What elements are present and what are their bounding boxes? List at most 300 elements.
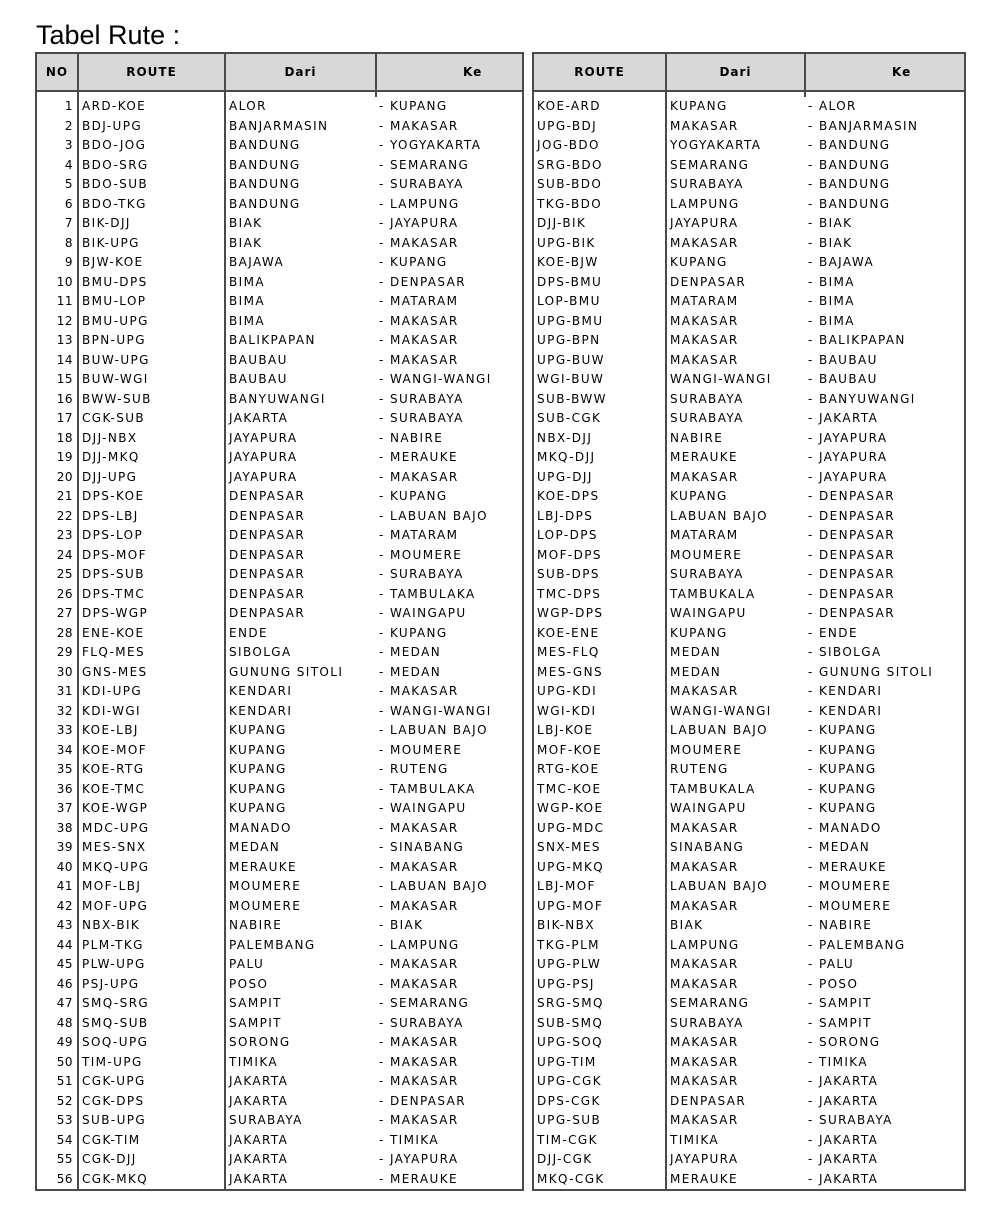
header-ke: Ke (376, 53, 523, 91)
route-cell: BJW-KOE (78, 253, 225, 273)
ke-cell: - MAKASAR (376, 468, 523, 488)
dari-cell: MAKASAR (666, 1111, 805, 1131)
no-cell: 31 (36, 682, 78, 702)
no-cell: 21 (36, 487, 78, 507)
no-cell: 12 (36, 312, 78, 332)
ke-cell: - ENDE (805, 624, 965, 644)
route-cell: KOE-BJW (533, 253, 666, 273)
ke-cell: - TIMIKA (376, 1131, 523, 1151)
ke-cell: - SORONG (805, 1033, 965, 1053)
table-row (533, 331, 965, 351)
ke-cell: - DENPASAR (805, 604, 965, 624)
no-cell: 44 (36, 936, 78, 956)
dari-cell: MANADO (225, 819, 376, 839)
table-row (533, 1014, 965, 1034)
route-cell: CGK-DJJ (78, 1150, 225, 1170)
ke-cell: - LABUAN BAJO (376, 721, 523, 741)
route-cell: UPG-MOF (533, 897, 666, 917)
table-row (533, 877, 965, 897)
table-row (533, 234, 965, 254)
no-cell: 23 (36, 526, 78, 546)
dari-cell: SURABAYA (666, 390, 805, 410)
no-cell: 40 (36, 858, 78, 878)
route-cell: DJJ-BIK (533, 214, 666, 234)
route-cell: MKQ-DJJ (533, 448, 666, 468)
table-row (36, 292, 523, 312)
table-row (533, 487, 965, 507)
route-cell: BDO-SUB (78, 175, 225, 195)
table-row (533, 897, 965, 917)
table-row (36, 273, 523, 293)
route-cell: MES-SNX (78, 838, 225, 858)
table-row (533, 838, 965, 858)
route-cell: KOE-TMC (78, 780, 225, 800)
ke-cell: - BIMA (805, 312, 965, 332)
dari-cell: MAKASAR (666, 897, 805, 917)
table-row (36, 429, 523, 449)
table-row (533, 1072, 965, 1092)
ke-cell: - MANADO (805, 819, 965, 839)
no-cell: 24 (36, 546, 78, 566)
table-row (533, 1092, 965, 1112)
table-row (36, 936, 523, 956)
table-row (36, 351, 523, 371)
route-cell: ENE-KOE (78, 624, 225, 644)
table-row (36, 565, 523, 585)
ke-cell: - KUPANG (805, 799, 965, 819)
dari-cell: MAKASAR (666, 1053, 805, 1073)
route-cell: SOQ-UPG (78, 1033, 225, 1053)
dari-cell: JAKARTA (225, 1170, 376, 1191)
ke-cell: - MAKASAR (376, 897, 523, 917)
route-cell: MKQ-UPG (78, 858, 225, 878)
no-cell: 46 (36, 975, 78, 995)
table-row (36, 487, 523, 507)
no-cell: 53 (36, 1111, 78, 1131)
ke-cell: - GUNUNG SITOLI (805, 663, 965, 683)
ke-cell: - SEMARANG (376, 994, 523, 1014)
table-row (36, 312, 523, 332)
route-cell: BDO-TKG (78, 195, 225, 215)
route-cell: DPS-LBJ (78, 507, 225, 527)
table-row (533, 409, 965, 429)
table-row (36, 819, 523, 839)
dari-cell: BAJAWA (225, 253, 376, 273)
no-cell: 25 (36, 565, 78, 585)
route-cell: UPG-PLW (533, 955, 666, 975)
dari-cell: POSO (225, 975, 376, 995)
dari-cell: BIMA (225, 273, 376, 293)
no-cell: 39 (36, 838, 78, 858)
dari-cell: MAKASAR (666, 468, 805, 488)
table-row (36, 1053, 523, 1073)
ke-cell: - LABUAN BAJO (376, 507, 523, 527)
dari-cell: SINABANG (666, 838, 805, 858)
ke-cell: - BANDUNG (805, 156, 965, 176)
ke-cell: - MAKASAR (376, 331, 523, 351)
dari-cell: ENDE (225, 624, 376, 644)
no-cell: 56 (36, 1170, 78, 1191)
ke-cell: - KUPANG (805, 721, 965, 741)
table-row (36, 370, 523, 390)
table-row (36, 1014, 523, 1034)
dari-cell: BANDUNG (225, 175, 376, 195)
route-table-left-body (36, 91, 523, 1190)
table-row (36, 409, 523, 429)
no-cell: 19 (36, 448, 78, 468)
dari-cell: SEMARANG (666, 994, 805, 1014)
table-row (36, 390, 523, 410)
no-cell: 22 (36, 507, 78, 527)
table-row (36, 877, 523, 897)
ke-cell: - TAMBULAKA (376, 780, 523, 800)
ke-cell: - SURABAYA (376, 390, 523, 410)
dari-cell: DENPASAR (225, 526, 376, 546)
ke-cell: - JAKARTA (805, 1131, 965, 1151)
route-cell: BMU-LOP (78, 292, 225, 312)
no-cell: 4 (36, 156, 78, 176)
table-row (533, 975, 965, 995)
ke-cell: - MOUMERE (805, 877, 965, 897)
ke-cell: - MAKASAR (376, 975, 523, 995)
no-cell: 18 (36, 429, 78, 449)
header-dari: Dari (666, 53, 805, 91)
route-cell: CGK-MKQ (78, 1170, 225, 1191)
table-row (533, 565, 965, 585)
table-row (36, 897, 523, 917)
ke-cell: - PALU (805, 955, 965, 975)
route-cell: MES-GNS (533, 663, 666, 683)
route-cell: TMC-KOE (533, 780, 666, 800)
dari-cell: SURABAYA (225, 1111, 376, 1131)
no-cell: 6 (36, 195, 78, 215)
dari-cell: MATARAM (666, 292, 805, 312)
ke-cell: - DENPASAR (376, 273, 523, 293)
table-row (533, 195, 965, 215)
route-cell: CGK-SUB (78, 409, 225, 429)
dari-cell: SEMARANG (666, 156, 805, 176)
dari-cell: MAKASAR (666, 312, 805, 332)
route-cell: DJJ-UPG (78, 468, 225, 488)
dari-cell: LABUAN BAJO (666, 507, 805, 527)
ke-cell: - BAJAWA (805, 253, 965, 273)
dari-cell: WANGI-WANGI (666, 370, 805, 390)
ke-cell: - MAKASAR (376, 819, 523, 839)
dari-cell: BIAK (666, 916, 805, 936)
table-row (533, 955, 965, 975)
route-cell: KOE-ARD (533, 97, 666, 117)
table-row (36, 253, 523, 273)
ke-cell: - DENPASAR (376, 1092, 523, 1112)
ke-cell: - SURABAYA (805, 1111, 965, 1131)
route-cell: SUB-SMQ (533, 1014, 666, 1034)
ke-cell: - JAYAPURA (805, 448, 965, 468)
dari-cell: SAMPIT (225, 1014, 376, 1034)
dari-cell: DENPASAR (225, 546, 376, 566)
no-cell: 48 (36, 1014, 78, 1034)
dari-cell: TAMBUKALA (666, 780, 805, 800)
ke-cell: - KUPANG (376, 253, 523, 273)
dari-cell: MOUMERE (666, 741, 805, 761)
route-cell: SUB-CGK (533, 409, 666, 429)
dari-cell: JAKARTA (225, 1092, 376, 1112)
dari-cell: MAKASAR (666, 1033, 805, 1053)
table-row (533, 370, 965, 390)
route-cell: UPG-CGK (533, 1072, 666, 1092)
route-cell: DPS-LOP (78, 526, 225, 546)
table-row (36, 97, 523, 117)
route-cell: DPS-BMU (533, 273, 666, 293)
no-cell: 28 (36, 624, 78, 644)
route-cell: MDC-UPG (78, 819, 225, 839)
table-row (533, 663, 965, 683)
dari-cell: BANDUNG (225, 156, 376, 176)
route-cell: SUB-BWW (533, 390, 666, 410)
no-cell: 9 (36, 253, 78, 273)
ke-cell: - MEDAN (805, 838, 965, 858)
table-row (36, 1072, 523, 1092)
table-row (533, 936, 965, 956)
dari-cell: MAKASAR (666, 955, 805, 975)
route-cell: UPG-BDJ (533, 117, 666, 137)
table-row (36, 175, 523, 195)
table-row (533, 760, 965, 780)
route-cell: KOE-ENE (533, 624, 666, 644)
ke-cell: - MATARAM (376, 526, 523, 546)
route-cell: TMC-DPS (533, 585, 666, 605)
ke-cell: - PALEMBANG (805, 936, 965, 956)
ke-cell: - BANDUNG (805, 175, 965, 195)
dari-cell: NABIRE (225, 916, 376, 936)
table-row (533, 1111, 965, 1131)
table-row (533, 604, 965, 624)
ke-cell: - BIMA (805, 292, 965, 312)
route-cell: CGK-UPG (78, 1072, 225, 1092)
table-row (36, 604, 523, 624)
ke-cell: - WAINGAPU (376, 799, 523, 819)
table-row (36, 1150, 523, 1170)
no-cell: 35 (36, 760, 78, 780)
route-cell: SMQ-SUB (78, 1014, 225, 1034)
table-row (36, 117, 523, 137)
route-cell: SUB-DPS (533, 565, 666, 585)
route-cell: LBJ-MOF (533, 877, 666, 897)
route-cell: MOF-DPS (533, 546, 666, 566)
dari-cell: JAYAPURA (225, 468, 376, 488)
dari-cell: BANYUWANGI (225, 390, 376, 410)
table-row (533, 819, 965, 839)
table-row (533, 643, 965, 663)
table-row (36, 468, 523, 488)
route-cell: KOE-WGP (78, 799, 225, 819)
route-cell: FLQ-MES (78, 643, 225, 663)
ke-cell: - SIBOLGA (805, 643, 965, 663)
dari-cell: MAKASAR (666, 331, 805, 351)
no-cell: 32 (36, 702, 78, 722)
table-row (36, 195, 523, 215)
ke-cell: - MAKASAR (376, 351, 523, 371)
dari-cell: SIBOLGA (225, 643, 376, 663)
dari-cell: TIMIKA (666, 1131, 805, 1151)
table-row (533, 624, 965, 644)
route-cell: UPG-BIK (533, 234, 666, 254)
dari-cell: MEDAN (666, 663, 805, 683)
route-cell: TKG-BDO (533, 195, 666, 215)
dari-cell: MAKASAR (666, 858, 805, 878)
ke-cell: - MAKASAR (376, 1053, 523, 1073)
ke-cell: - MOUMERE (376, 546, 523, 566)
table-row (36, 663, 523, 683)
route-cell: UPG-TIM (533, 1053, 666, 1073)
ke-cell: - BANJARMASIN (805, 117, 965, 137)
no-cell: 1 (36, 97, 78, 117)
ke-cell: - KENDARI (805, 682, 965, 702)
ke-cell: - LABUAN BAJO (376, 877, 523, 897)
dari-cell: SURABAYA (666, 1014, 805, 1034)
dari-cell: BIMA (225, 292, 376, 312)
route-cell: LBJ-DPS (533, 507, 666, 527)
ke-cell: - KUPANG (805, 760, 965, 780)
dari-cell: SORONG (225, 1033, 376, 1053)
table-row (36, 1033, 523, 1053)
route-cell: WGP-KOE (533, 799, 666, 819)
table-row (533, 858, 965, 878)
table-row (533, 273, 965, 293)
ke-cell: - LAMPUNG (376, 936, 523, 956)
table-row (533, 136, 965, 156)
route-cell: SMQ-SRG (78, 994, 225, 1014)
dari-cell: PALU (225, 955, 376, 975)
route-cell: KDI-WGI (78, 702, 225, 722)
dari-cell: KUPANG (225, 780, 376, 800)
table-row (36, 760, 523, 780)
route-cell: BUW-UPG (78, 351, 225, 371)
table-row (36, 448, 523, 468)
ke-cell: - KUPANG (376, 97, 523, 117)
no-cell: 38 (36, 819, 78, 839)
dari-cell: JAYAPURA (666, 214, 805, 234)
dari-cell: MAKASAR (666, 1072, 805, 1092)
header-route: ROUTE (78, 53, 225, 91)
ke-cell: - BANYUWANGI (805, 390, 965, 410)
ke-cell: - POSO (805, 975, 965, 995)
ke-cell: - NABIRE (805, 916, 965, 936)
dari-cell: PALEMBANG (225, 936, 376, 956)
no-cell: 3 (36, 136, 78, 156)
route-cell: LOP-BMU (533, 292, 666, 312)
header-dari: Dari (225, 53, 376, 91)
route-cell: BIK-NBX (533, 916, 666, 936)
no-cell: 5 (36, 175, 78, 195)
dari-cell: BAUBAU (225, 370, 376, 390)
table-row (533, 507, 965, 527)
ke-cell: - JAYAPURA (376, 214, 523, 234)
route-cell: KOE-MOF (78, 741, 225, 761)
ke-cell: - SINABANG (376, 838, 523, 858)
route-cell: DPS-WGP (78, 604, 225, 624)
dari-cell: MOUMERE (225, 877, 376, 897)
table-row (533, 916, 965, 936)
table-row (36, 234, 523, 254)
no-cell: 13 (36, 331, 78, 351)
route-table-left (35, 52, 524, 1191)
dari-cell: DENPASAR (225, 604, 376, 624)
table-row (36, 916, 523, 936)
table-row (533, 292, 965, 312)
table-row (36, 799, 523, 819)
dari-cell: MERAUKE (666, 448, 805, 468)
dari-cell: MAKASAR (666, 682, 805, 702)
dari-cell: SURABAYA (666, 565, 805, 585)
no-cell: 14 (36, 351, 78, 371)
route-cell: TIM-CGK (533, 1131, 666, 1151)
no-cell: 55 (36, 1150, 78, 1170)
no-cell: 11 (36, 292, 78, 312)
route-cell: SRG-SMQ (533, 994, 666, 1014)
route-cell: DPS-SUB (78, 565, 225, 585)
route-cell: ARD-KOE (78, 97, 225, 117)
ke-cell: - MAKASAR (376, 955, 523, 975)
route-cell: UPG-SUB (533, 1111, 666, 1131)
table-row (36, 741, 523, 761)
ke-cell: - SURABAYA (376, 175, 523, 195)
ke-cell: - KUPANG (805, 780, 965, 800)
ke-cell: - MAKASAR (376, 1033, 523, 1053)
ke-cell: - RUTENG (376, 760, 523, 780)
route-cell: PLM-TKG (78, 936, 225, 956)
route-cell: LOP-DPS (533, 526, 666, 546)
table-row (36, 585, 523, 605)
table-row (36, 858, 523, 878)
no-cell: 52 (36, 1092, 78, 1112)
table-row (533, 799, 965, 819)
route-cell: WGI-BUW (533, 370, 666, 390)
route-cell: DJJ-CGK (533, 1150, 666, 1170)
header-ke: Ke (805, 53, 965, 91)
dari-cell: WAINGAPU (666, 604, 805, 624)
no-cell: 47 (36, 994, 78, 1014)
route-cell: BUW-WGI (78, 370, 225, 390)
ke-cell: - JAKARTA (805, 1092, 965, 1112)
table-row (533, 1131, 965, 1151)
ke-cell: - SURABAYA (376, 1014, 523, 1034)
route-cell: BPN-UPG (78, 331, 225, 351)
table-row (533, 721, 965, 741)
ke-cell: - WAINGAPU (376, 604, 523, 624)
ke-cell: - WANGI-WANGI (376, 702, 523, 722)
route-cell: UPG-MKQ (533, 858, 666, 878)
dari-cell: DENPASAR (225, 507, 376, 527)
route-cell: SUB-BDO (533, 175, 666, 195)
dari-cell: JAKARTA (225, 1150, 376, 1170)
table-row (533, 429, 965, 449)
route-cell: CGK-DPS (78, 1092, 225, 1112)
ke-cell: - BIMA (805, 273, 965, 293)
ke-cell: - MAKASAR (376, 858, 523, 878)
dari-cell: DENPASAR (225, 565, 376, 585)
no-cell: 30 (36, 663, 78, 683)
ke-cell: - MEDAN (376, 643, 523, 663)
route-cell: WGP-DPS (533, 604, 666, 624)
route-cell: BWW-SUB (78, 390, 225, 410)
dari-cell: MAKASAR (666, 234, 805, 254)
ke-cell: - DENPASAR (805, 526, 965, 546)
ke-cell: - TAMBULAKA (376, 585, 523, 605)
ke-cell: - JAYAPURA (805, 429, 965, 449)
dari-cell: BAUBAU (225, 351, 376, 371)
dari-cell: SURABAYA (666, 175, 805, 195)
table-row (533, 526, 965, 546)
